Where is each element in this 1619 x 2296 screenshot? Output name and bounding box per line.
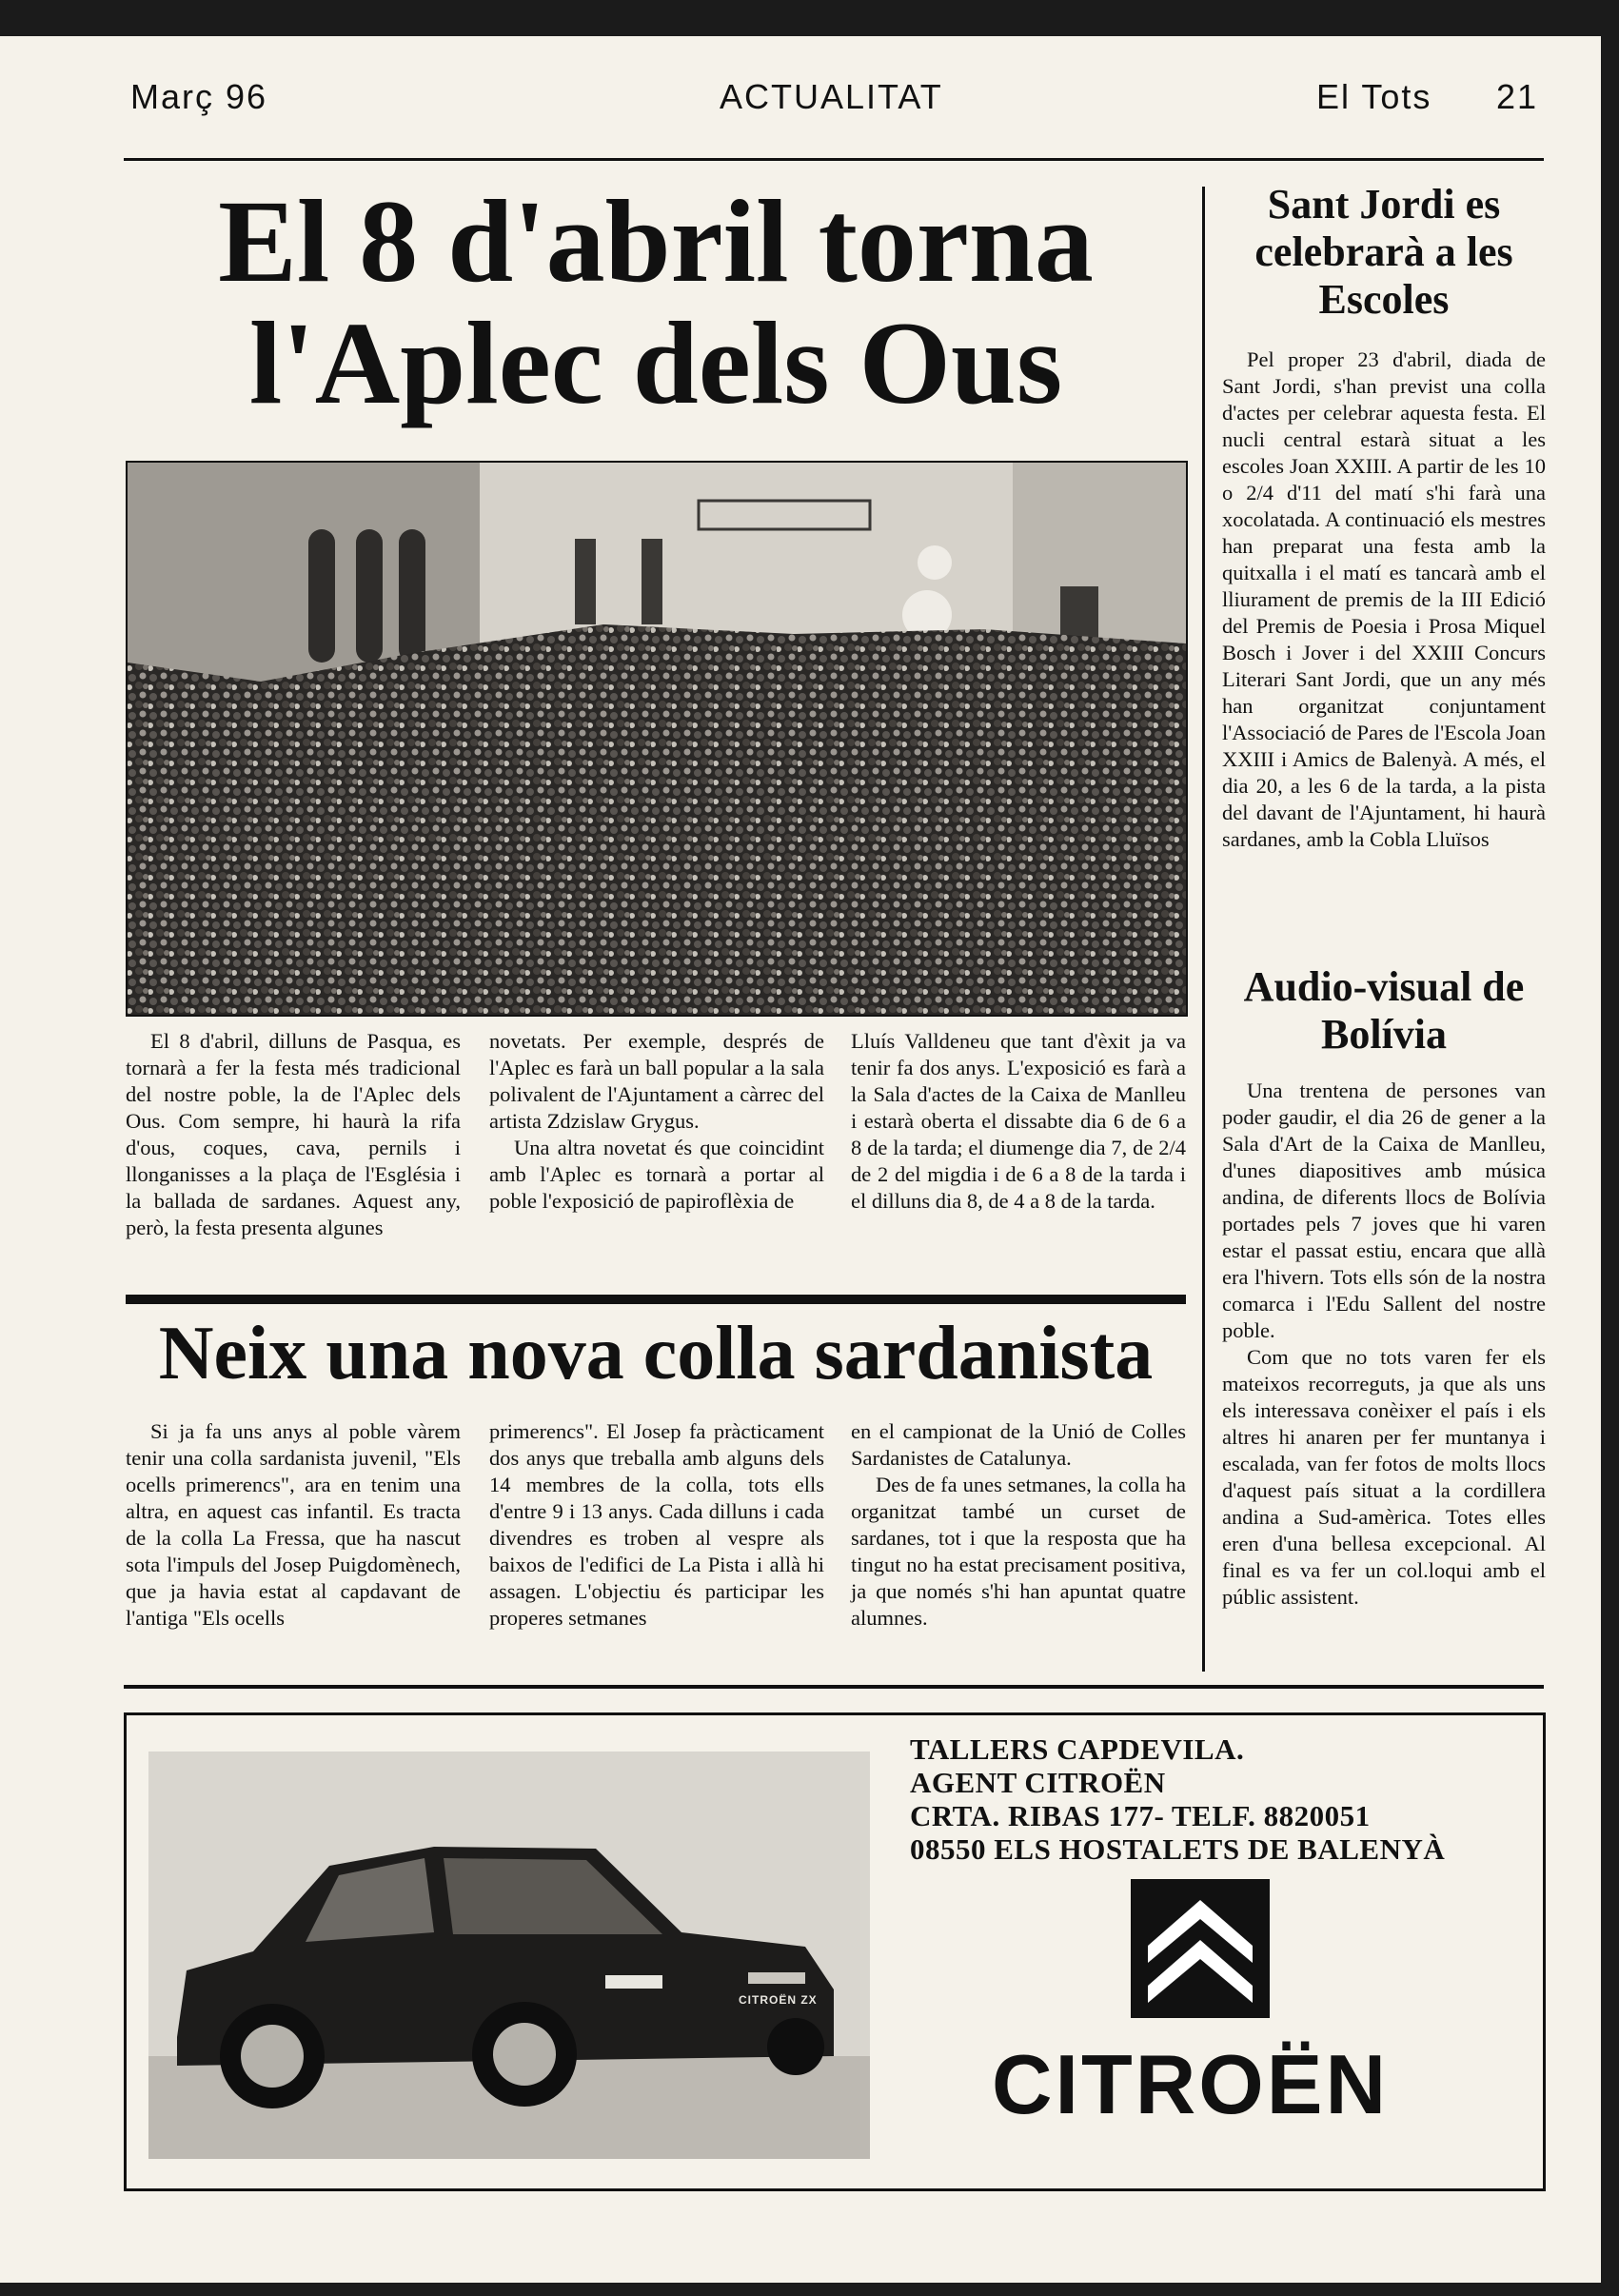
header-rule [124,158,1544,161]
second-article-col1: Si ja fa uns anys al poble vàrem tenir una colla sardanista juvenil, "Els ocells primerencs", ara en tenim una altra, en aquest cas infantil. Es tracta de la colla La Fressa, que ha nascut sota l'impuls del Josep Puigdomènech, que ja havia estat al capdavant de l'antiga "Els ocells [126,1419,461,1630]
ad-line-address: CRTA. RIBAS 177- TELF. 8820051 [910,1799,1371,1832]
main-article-col2: novetats. Per exemple, després de l'Aplec es farà un ball popular a la sala polivalent de l'Ajuntament a càrrec del artista Zdzislaw Grygus. Una altra novetat és que coincidint amb l'Aplec es tornarà a portar al poble l'exposició de papiroflèxia de [489,1029,824,1213]
sidebar-article-bolivia: Una trentena de persones van poder gaudir, el dia 26 de gener a la Sala d'Art de la Caixa de Manlleu, d'unes diapositives amb música andina, de diferents llocs de Bolívia portades pels 7 joves que hi varen estar el passat estiu, encara que allà era l'hivern. Tots ells són de la nostra comarca i l'Edu Sallent del nostre poble. Com que no tots varen fer els mateixos recorreguts, ja que als uns els interessava conèixer el país i els altres hi anaren per fer muntanya i escalada, van fer fotos de molts llocs d'aquest país situat a la cordillera andina a Sud-amèrica. Totes elles eren d'una bellesa excepcional. Al final es va fer un col.loqui amb el públic assistent. [1222,1079,1546,1609]
second-article-col3: en el campionat de la Unió de Colles Sardanistes de Catalunya. Des de fa unes setmanes, la colla ha organitzat també un curset de sardanes, tot i que la resposta que ha tingut no ha estat precisament positiva, ja que només s'hi han apuntat quatre alumnes. [851,1419,1186,1630]
article-separator [126,1295,1186,1304]
main-headline-line1: El 8 d'abril torna [218,176,1094,307]
sidebar-headline-bolivia: Audio-visual de Bolívia [1243,963,1525,1058]
sidebar-headline-sant-jordi: Sant Jordi es celebrarà a les Escoles [1254,181,1513,323]
main-headline-line2: l'Aplec dels Ous [248,298,1063,428]
ad-line-town: 08550 ELS HOSTALETS DE BALENYÀ [910,1832,1446,1866]
ad-top-rule [124,1685,1544,1689]
second-headline: Neix una nova colla sardanista [158,1312,1154,1395]
issue-date: Març 96 [130,77,268,116]
sidebar-article-sant-jordi: Pel proper 23 d'abril, diada de Sant Jordi, s'han previst una colla d'actes per celebrar aquesta festa. El nucli central estarà situat a les escoles Joan XXIII. A partir de les 10 o 2/4 d'11 del matí s'hi farà una xocolatada. A continuació els mestres han preparat una festa amb la quitxalla i el matí es tancarà amb el lliurament de premis de la III Edició del Premis de Poesia i Prosa Miquel Bosch i Jover i del XXIII Concurs Literari Sant Jordi, que un any més han organitzat conjuntament l'Associació de Pares de l'Escola Joan XXIII i Amics de Balenyà. A més, el dia 20, a les 6 de la tarda, a la pista del davant de l'Ajuntament, hi haurà sardanes, amb la Cobla Lluïsos [1222,347,1546,851]
citroen-chevron-logo [1131,1879,1270,2018]
main-article-col3: Lluís Valldeneu que tant d'èxit ja va tenir fa dos anys. L'exposició es farà a la Sala d'actes de la Caixa de Manlleu i estarà oberta el dissabte dia 6 de 6 a 8 de la tarda; el diumenge dia 7, de 2/4 de 2 del migdia i de 6 a 8 de la tarda i el dilluns dia 8, de 4 a 8 de la tarda. [851,1029,1186,1213]
ad-line-agent: AGENT CITROËN [910,1766,1166,1799]
car-badge: CITROËN ZX [739,1993,818,2007]
publication-name: El Tots [1316,77,1432,116]
section-title: ACTUALITAT [720,77,943,116]
citroen-wordmark: CITROËN [992,2037,1389,2131]
column-divider [1202,187,1205,1672]
ad-line-company: TALLERS CAPDEVILA. [910,1732,1245,1766]
car-photo [148,1752,870,2159]
aplec-crowd-photo [126,461,1188,1017]
main-article-col1: El 8 d'abril, dilluns de Pasqua, es tornarà a fer la festa més tradicional del nostre poble, la de l'Aplec dels Ous. Com sempre, hi haurà la rifa d'ous, coques, cava, pernils i llonganisses a la plaça de l'Església i la ballada de sardanes. Aquest any, però, la festa presenta algunes [126,1029,461,1239]
second-article-col2: primerencs". El Josep fa pràcticament dos anys que treballa amb alguns dels 14 membres de la colla, tots ells d'entre 9 i 13 anys. Cada dilluns i cada divendres es troben al vespre als baixos de l'edifici de La Pista i allà hi assagen. L'objectiu és participar les properes setmanes [489,1419,824,1630]
page-number: 21 [1496,77,1539,116]
